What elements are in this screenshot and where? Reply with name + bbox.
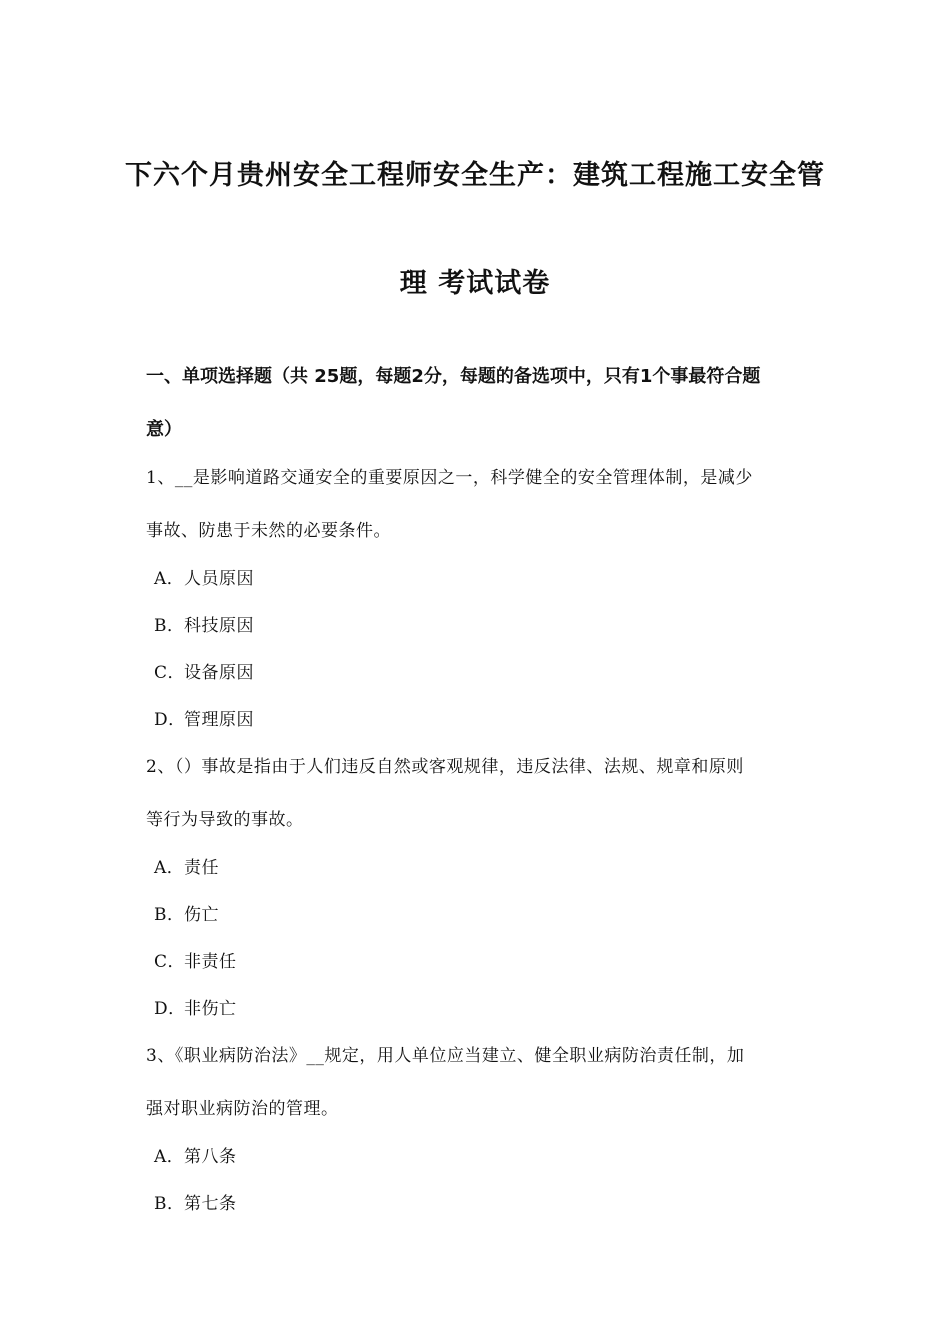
option-text: 伤亡 [184,905,219,925]
question-2-stem-line-1: 2、（）事故是指由于人们违反自然或客观规律，违反法律、法规、规章和原则 [146,757,744,777]
option-text: 设备原因 [184,663,254,683]
option-text: 非责任 [184,952,237,972]
question-2-option-a [154,853,219,878]
option-letter: B． [154,1194,185,1214]
option-text: 非伤亡 [184,999,237,1019]
document-title-line-2: 理 考试试卷 [399,268,551,299]
option-letter: A． [154,1147,185,1167]
section-heading-line-1: 一、单项选择题（共 25题，每题2分，每题的备选项中，只有1个事最符合题 [146,366,761,387]
question-3-option-a [154,1142,237,1167]
question-1-option-a [154,564,254,589]
section-heading-line-2: 意） [146,419,182,440]
option-letter: C． [154,952,186,972]
question-2-stem-line-2: 等行为导致的事故。 [146,810,304,830]
option-text: 第八条 [184,1147,237,1167]
option-text: 第七条 [184,1194,237,1214]
document-title-line-1: 下六个月贵州安全工程师安全生产：建筑工程施工安全管 [125,160,825,191]
option-letter: C． [154,663,186,683]
option-letter: D． [154,710,186,730]
question-3-stem-line-1: 3、《职业病防治法》__规定，用人单位应当建立、健全职业病防治责任制，加 [146,1046,745,1066]
option-text: 科技原因 [184,616,254,636]
question-2-option-d [154,994,237,1019]
option-letter: A． [154,569,185,589]
question-3-option-b [154,1189,237,1214]
question-2-option-c [154,947,237,972]
question-3-stem-line-2: 强对职业病防治的管理。 [146,1099,339,1119]
question-1-option-c [154,658,254,683]
option-text: 人员原因 [184,569,254,589]
option-text: 责任 [184,858,219,878]
question-1-option-d [154,705,254,730]
question-1-option-b [154,611,254,636]
option-letter: B． [154,616,185,636]
option-letter: D． [154,999,186,1019]
question-1-stem-line-1: 1、__是影响道路交通安全的重要原因之一，科学健全的安全管理体制，是减少 [146,468,753,488]
option-letter: A． [154,858,185,878]
option-text: 管理原因 [184,710,254,730]
question-2-option-b [154,900,219,925]
question-1-stem-line-2: 事故、防患于未然的必要条件。 [146,521,391,541]
option-letter: B． [154,905,185,925]
